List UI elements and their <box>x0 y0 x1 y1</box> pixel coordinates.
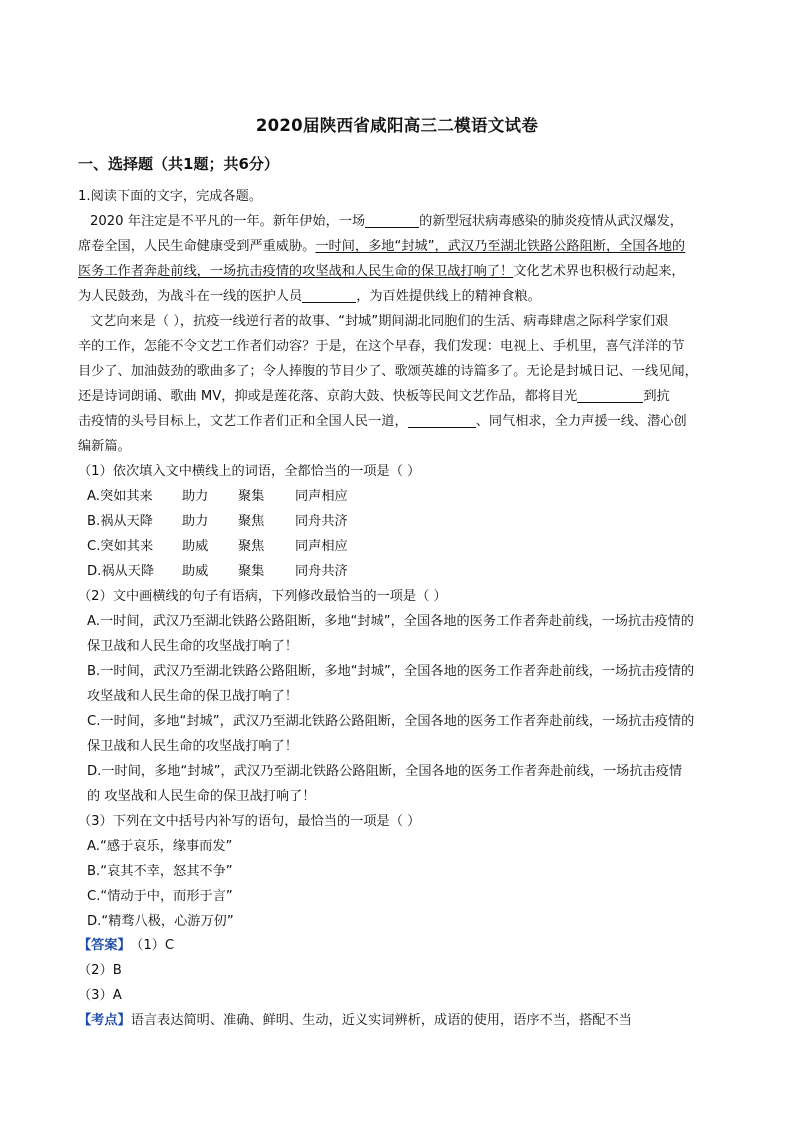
kaodian-tag: 【考点】 <box>78 1013 131 1028</box>
question-1-option-d: D.祸从天降 助威 聚集 同舟共济 <box>87 564 348 579</box>
passage-line: 医务工作者奔赴前线，一场抗击疫情的攻坚战和人民生命的保卫战打响了！文化艺术界也积极行动起来， <box>78 264 685 279</box>
passage-line: 为人民鼓劲，为战斗在一线的医护人员 ，为百姓提供线上的精神食粮。 <box>78 289 541 304</box>
blank-2 <box>302 288 356 303</box>
question-3-option-d: D.“精骛八极，心游万仞” <box>87 914 234 929</box>
blank-1 <box>365 213 419 228</box>
answer-line <box>78 937 174 955</box>
question-3-stem: （3）下列在文中括号内补写的语句，最恰当的一项是（ ） <box>78 814 421 829</box>
question-2-stem: （2）文中画横线的句子有语病，下列修改最恰当的一项是（ ） <box>78 589 447 604</box>
passage-line: 辛的工作，怎能不令文艺工作者们动容？于是，在这个早春，我们发现：电视上、手机里，喜气洋洋的节 <box>78 339 685 354</box>
page-title: 2020届陕西省咸阳高三二模语文试卷 <box>255 116 539 135</box>
passage-line: 击疫情的头号目标上，文艺工作者们正和全国人民一道， 、同气相求，全力声援一线、潜心创 <box>78 414 687 429</box>
question-2-option-d-cont: 的 攻坚战和人民生命的保卫战打响了！ <box>87 789 316 804</box>
question-2-option-c: C.一时间，多地“封城”，武汉乃至湖北铁路公路阻断，全国各地的医务工作者奔赴前线，一场抗击疫情的 <box>87 714 695 729</box>
passage-line: 2020 年注定是不平凡的一年。新年伊始，一场 的新型冠状病毒感染的肺炎疫情从武汉爆发， <box>90 214 683 229</box>
answer-2: （2）B <box>78 963 122 978</box>
kaodian-line <box>78 1012 632 1030</box>
question-3-option-c: C.“情动于中，而形于言” <box>87 889 233 904</box>
answer-3: （3）A <box>78 988 122 1003</box>
answer-tag: 【答案】 <box>78 938 131 953</box>
passage-line: 编新篇。 <box>78 439 131 454</box>
underlined-sentence: 医务工作者奔赴前线，一场抗击疫情的攻坚战和人民生命的保卫战打响了！ <box>78 264 514 279</box>
question-2-option-b-cont: 攻坚战和人民生命的保卫战打响了！ <box>87 689 298 704</box>
question-2-option-a: A.一时间，武汉乃至湖北铁路公路阻断，多地“封城”，全国各地的医务工作者奔赴前线，一场抗击疫情的 <box>87 614 694 629</box>
passage-line: 文艺向来是（ ），抗疫一线逆行者的故事、“封城”期间湖北同胞们的生活、病毒肆虐之际科学家们艰 <box>90 314 669 329</box>
blank-4 <box>408 413 476 428</box>
question-2-option-d: D.一时间，多地“封城”，武汉乃至湖北铁路公路阻断，全国各地的医务工作者奔赴前线，一场抗击疫情 <box>87 764 683 779</box>
question-1-option-c: C.突如其来 助威 聚焦 同声相应 <box>87 539 348 554</box>
passage-line: 目少了、加油鼓劲的歌曲多了；令人捧腹的节目少了、歌颂英雄的诗篇多了。无论是封城日记、一线见闻， <box>78 364 698 379</box>
passage-line: 还是诗词朗诵、歌曲 MV，抑或是莲花落、京韵大鼓、快板等民间文艺作品，都将目光 到抗 <box>78 389 670 404</box>
question-intro: 1.阅读下面的文字，完成各题。 <box>78 189 263 204</box>
question-2-option-b: B.一时间，武汉乃至湖北铁路公路阻断，多地“封城”，全国各地的医务工作者奔赴前线，一场抗击疫情的 <box>87 664 695 679</box>
question-3-option-b: B.“哀其不幸，怒其不争” <box>87 864 233 879</box>
answer-1: （1）C <box>136 938 175 953</box>
question-1-option-a: A.突如其来 助力 聚集 同声相应 <box>87 489 348 504</box>
underlined-sentence: 一时间，多地“封城”，武汉乃至湖北铁路公路阻断，全国各地的 <box>315 239 686 254</box>
question-1-option-b: B.祸从天降 助力 聚焦 同舟共济 <box>87 514 348 529</box>
question-1-stem: （1）依次填入文中横线上的词语，全都恰当的一项是（ ） <box>78 464 421 479</box>
question-2-option-a-cont: 保卫战和人民生命的攻坚战打响了！ <box>87 639 298 654</box>
kaodian-text: 语言表达简明、准确、鲜明、生动，近义实词辨析，成语的使用，语序不当，搭配不当 <box>130 1013 632 1028</box>
question-2-option-c-cont: 保卫战和人民生命的攻坚战打响了！ <box>87 739 298 754</box>
section-heading: 一、选择题（共1题；共6分） <box>78 155 279 173</box>
question-3-option-a: A.“感于哀乐，缘事而发” <box>87 839 233 854</box>
blank-3 <box>577 388 643 403</box>
passage-line: 席卷全国，人民生命健康受到严重威胁。一时间，多地“封城”，武汉乃至湖北铁路公路阻断，全国各地的 <box>78 239 686 254</box>
